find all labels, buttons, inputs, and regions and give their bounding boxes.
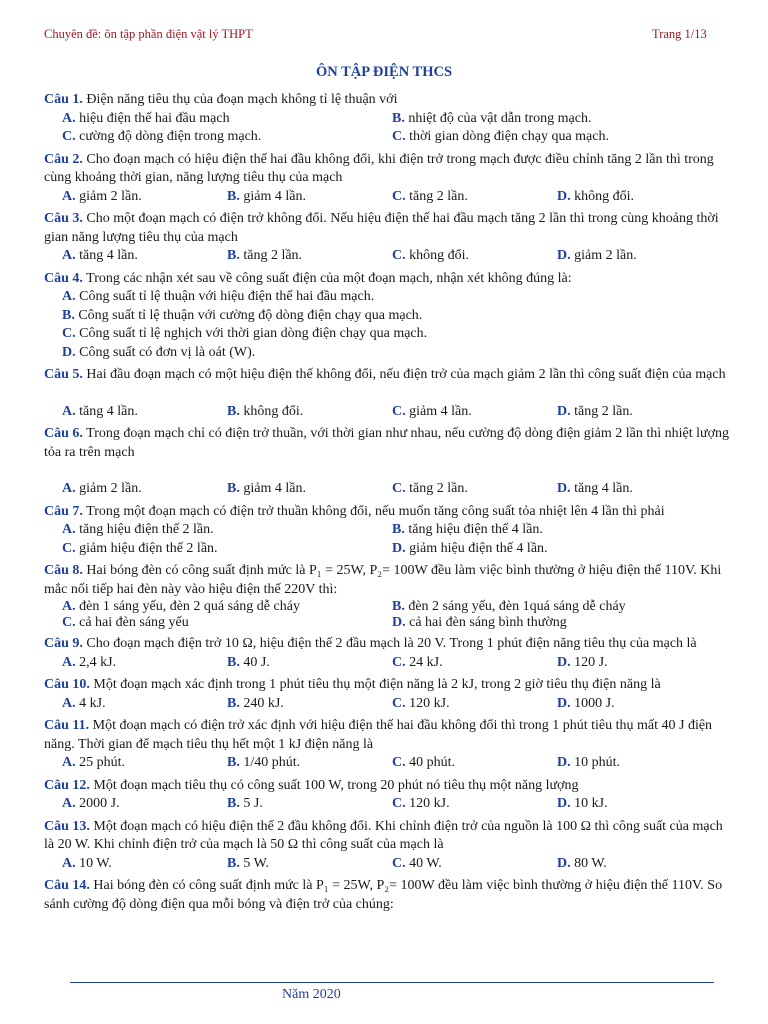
option-text: hiệu điện thế hai đầu mạch [79,110,230,126]
answer-option [392,521,722,540]
option-letter: D. [557,654,571,670]
option-letter: D. [392,615,406,630]
question-number: Câu 10. [44,677,90,692]
answer-option [557,695,722,714]
option-text: 1/40 phút. [243,755,301,770]
option-letter: D. [557,188,571,204]
option-text: tăng 4 lần. [574,481,633,496]
option-letter: D. [62,344,76,360]
answer-option [62,480,227,499]
option-text: 120 J. [574,654,608,670]
question-stem [44,270,734,289]
question-10 [44,676,734,713]
answer-option [557,480,722,499]
option-letter: A. [62,248,76,263]
option-letter: B. [227,796,240,811]
option-text: giảm 4 lần. [243,188,306,204]
answer-option [62,754,227,773]
option-letter: A. [62,188,76,204]
answer-option [392,855,557,874]
answer-option [227,403,392,422]
question-stem [44,676,734,695]
question-12 [44,777,734,814]
question-text: Trong một đoạn mạch có điện trở thuần không đổi, nếu muốn tăng công suất tỏa nhiệt lên 4 lần thì phải [86,503,665,519]
answer-option [62,288,732,307]
question-8 [44,562,734,631]
answer-options [44,480,734,499]
option-text: 240 kJ. [243,695,284,711]
answer-options [44,521,734,558]
question-text: Một đoạn mạch có điện trở xác định với hiệu điện thế hai đầu không đổi thì trong 1 phút tiêu thụ mất 40 J điện năng. Thời gian để mạch tiêu thụ hết một 1 kJ điện năng là [44,718,713,752]
question-number: Câu 1. [44,92,83,107]
answer-option [227,855,392,874]
option-letter: B. [227,654,240,670]
question-stem [44,210,734,247]
question-number: Câu 3. [44,211,83,226]
answer-option [62,654,227,673]
question-2 [44,151,734,207]
answer-options [44,795,734,814]
answer-option [557,247,722,266]
option-text: 1000 J. [574,695,615,711]
option-letter: C. [392,248,406,263]
option-text: tăng 2 lần. [409,481,468,496]
option-text: 40 W. [409,855,442,871]
question-stem [44,91,734,110]
answer-option [392,403,557,422]
answer-option [557,754,722,773]
option-letter: C. [392,403,406,419]
option-text: tăng 4 lần. [79,248,138,263]
answer-option [62,521,392,540]
option-text: giảm hiệu điện thế 2 lần. [79,540,218,556]
answer-option [62,795,227,814]
option-text: Công suất tỉ lệ thuận với hiệu điện thế hai đầu mạch. [79,289,375,304]
option-letter: A. [62,289,76,304]
option-letter: D. [557,755,571,770]
answer-options [44,403,734,422]
question-number: Câu 13. [44,818,90,834]
option-letter: A. [62,755,76,770]
answer-option [62,344,732,363]
answer-option [227,695,392,714]
answer-option [62,855,227,874]
answer-option [557,403,722,422]
question-text: Điện năng tiêu thụ của đoạn mạch không tỉ lệ thuận với [86,92,398,107]
option-text: cả hai đèn sáng yếu [79,615,189,630]
option-text: 2000 J. [79,796,120,811]
answer-options [44,855,734,874]
option-letter: C. [62,326,76,341]
option-text: đèn 2 sáng yếu, đèn 1quá sáng dễ cháy [408,599,626,614]
answer-option [227,188,392,207]
answer-option [227,654,392,673]
answer-options [44,695,734,714]
question-5 [44,366,734,421]
option-letter: A. [62,654,76,670]
question-number: Câu 12. [44,777,90,793]
option-text: 120 kJ. [409,695,450,711]
question-14 [44,877,734,914]
option-text: 5 J. [243,796,263,811]
answer-option [227,247,392,266]
answer-option [392,540,722,559]
answer-option [227,754,392,773]
question-stem [44,562,734,599]
question-stem [44,717,734,754]
option-text: nhiệt độ của vật dẫn trong mạch. [408,110,592,126]
question-text: Hai bóng đèn có công suất định mức là P₁ = 25W, P₂= 100W đều làm việc bình thường ở hiệu điện thế 110V. So sánh cường độ dòng điện qua mỗi bóng và điện trở của chúng: [44,878,723,912]
question-number: Câu 4. [44,270,83,286]
option-letter: D. [392,540,406,556]
option-letter: B. [227,855,240,871]
option-text: giảm 4 lần. [243,481,306,496]
option-letter: D. [557,695,571,711]
answer-option [62,188,227,207]
option-letter: D. [557,403,571,419]
option-letter: D. [557,796,571,811]
question-text: Một đoạn mạch tiêu thụ có công suất 100 W, trong 20 phút nó tiêu thụ một năng lượng [93,777,579,793]
question-3 [44,210,734,266]
option-letter: C. [392,855,406,871]
option-letter: C. [62,615,76,630]
option-letter: B. [227,481,240,496]
answer-option [557,654,722,673]
question-stem [44,635,734,654]
option-text: giảm 2 lần. [574,248,637,263]
option-text: 10 W. [79,855,112,871]
question-text: Trong đoạn mạch chỉ có điện trở thuần, với thời gian như nhau, nếu cường độ dòng điện giảm 2 lần thì nhiệt lượng tỏa ra trên mạch [44,426,730,460]
answer-option [392,599,722,615]
option-text: giảm 2 lần. [79,481,142,496]
option-text: Công suất có đơn vị là oát (W). [79,344,256,360]
option-letter: B. [227,188,240,204]
answer-options [44,247,734,266]
option-text: 10 kJ. [574,796,608,811]
answer-option [392,754,557,773]
answer-option [227,795,392,814]
option-letter: D. [557,481,571,496]
option-text: 24 kJ. [409,654,443,670]
question-text: Trong các nhận xét sau về công suất điện của một đoạn mạch, nhận xét không đúng là: [86,270,572,286]
answer-option [392,695,557,714]
question-6 [44,425,734,499]
option-letter: A. [62,599,76,614]
option-letter: A. [62,403,76,419]
option-letter: B. [227,403,240,419]
question-stem [44,425,734,462]
question-number: Câu 2. [44,151,83,167]
option-text: thời gian dòng điện chạy qua mạch. [409,129,609,144]
option-letter: D. [557,855,571,871]
answer-option [62,307,732,326]
question-stem [44,151,734,188]
question-text: Hai bóng đèn có công suất định mức là P₁ = 25W, P₂= 100W đều làm việc bình thường ở hiệu điện thế 110V. Khi mắc nối tiếp hai đèn này vào hiệu điện thế 220V thì: [44,563,722,597]
question-number: Câu 8. [44,563,83,578]
option-text: 4 kJ. [79,695,106,711]
footer-year: Năm 2020 [282,987,341,1002]
answer-option [557,188,722,207]
question-1 [44,91,734,147]
header-topic: Chuyên đề: ôn tập phần điện vật lý THPT [44,27,253,41]
question-text: Cho đoạn mạch có hiệu điện thế hai đầu không đổi, khi điện trở trong mạch được điều chỉnh tăng 2 lần thì trong cùng khoảng thời gian, năng lượng tiêu thụ của mạch [44,151,714,185]
option-letter: A. [62,110,76,126]
question-list [44,91,734,918]
question-7 [44,503,734,559]
option-letter: A. [62,855,76,871]
answer-options [44,599,734,631]
option-letter: B. [227,695,240,711]
option-letter: A. [62,796,76,811]
option-text: tăng 2 lần. [409,188,468,204]
option-letter: C. [392,481,406,496]
option-letter: C. [392,695,406,711]
option-text: giảm 4 lần. [409,403,472,419]
question-stem [44,503,734,522]
option-text: giảm 2 lần. [79,188,142,204]
answer-option [557,855,722,874]
option-text: 10 phút. [574,755,621,770]
option-letter: B. [227,248,240,263]
option-letter: A. [62,695,76,711]
option-letter: C. [62,129,76,144]
question-stem [44,366,734,385]
option-text: không đổi. [243,403,304,419]
option-letter: C. [392,129,406,144]
question-stem [44,818,734,855]
question-number: Câu 9. [44,636,83,651]
option-letter: C. [392,654,406,670]
question-9 [44,635,734,672]
option-letter: C. [62,540,76,556]
option-text: cường độ dòng điện trong mạch. [79,129,262,144]
answer-option [227,480,392,499]
option-text: tăng 2 lần. [243,248,303,263]
answer-option [62,325,732,344]
answer-options [44,110,734,147]
answer-option [62,615,392,631]
answer-option [62,540,392,559]
question-4 [44,270,734,363]
option-text: 2,4 kJ. [79,654,117,670]
question-text: Cho đoạn mạch điện trở 10 Ω, hiệu điện thế 2 đầu mạch là 20 V. Trong 1 phút điện năng tiêu thụ của mạch là [86,636,697,651]
option-text: không đổi. [409,248,470,263]
option-text: tăng hiệu điện thế 4 lần. [408,522,543,537]
option-text: 5 W. [243,855,270,871]
question-13 [44,818,734,874]
answer-options [44,654,734,673]
question-text: Một đoạn mạch có hiệu điện thế 2 đầu không đổi. Khi chỉnh điện trở của nguồn là 100 Ω thì công suất của mạch là 20 W. Khi chỉnh điện trở của mạch là 50 Ω thì công suất của mạch là [44,818,723,852]
option-text: Công suất tỉ lệ thuận với cường độ dòng điện chạy qua mạch. [78,307,423,323]
answer-option [62,403,227,422]
option-letter: A. [62,481,76,496]
option-text: cả hai đèn sáng bình thường [409,615,567,630]
page-title: ÔN TẬP ĐIỆN THCS [315,64,453,80]
answer-option [62,110,392,129]
answer-option [392,795,557,814]
option-text: không đổi. [574,188,635,204]
question-text: Cho một đoạn mạch có điện trở không đổi. Nếu hiệu điện thế hai đầu mạch tăng 2 lần thì trong cùng khoảng thời gian năng lượng tiêu thụ của mạch [44,211,719,245]
answer-option [392,188,557,207]
option-text: 40 phút. [409,755,456,770]
answer-option [62,695,227,714]
answer-option [557,795,722,814]
option-letter: D. [557,248,571,263]
question-number: Câu 5. [44,367,83,382]
option-text: tăng 4 lần. [79,403,138,419]
answer-option [392,247,557,266]
option-text: giảm hiệu điện thế 4 lần. [409,540,548,556]
option-text: tăng hiệu điện thế 2 lần. [79,522,214,537]
question-number: Câu 14. [44,878,90,893]
option-text: 40 J. [243,654,270,670]
footer-divider [70,982,714,983]
question-number: Câu 7. [44,503,83,519]
option-text: 80 W. [574,855,607,871]
question-stem [44,877,734,914]
answer-options [44,754,734,773]
option-text: tăng 2 lần. [574,403,633,419]
answer-options [44,188,734,207]
question-number: Câu 6. [44,426,83,441]
header-page-number: Trang 1/13 [652,27,707,41]
option-letter: B. [392,110,405,126]
option-letter: C. [392,188,406,204]
option-text: 120 kJ. [409,796,450,811]
option-letter: B. [62,307,75,323]
question-text: Một đoạn mạch xác định trong 1 phút tiêu thụ một điện năng là 2 kJ, trong 2 giờ tiêu thụ điện năng là [93,677,661,692]
option-text: 25 phút. [79,755,126,770]
option-text: Công suất tỉ lệ nghịch với thời gian dòng điện chạy qua mạch. [79,326,428,341]
option-text: đèn 1 sáng yếu, đèn 2 quá sáng dễ cháy [79,599,300,614]
answer-option [392,654,557,673]
answer-option [392,110,722,129]
answer-option [392,480,557,499]
answer-options [44,288,734,362]
answer-option [62,247,227,266]
question-text: Hai đầu đoạn mạch có một hiệu điện thế không đổi, nếu điện trở của mạch giảm 2 lần thì công suất điện của mạch [86,367,726,382]
question-number: Câu 11. [44,718,90,733]
question-11 [44,717,734,773]
answer-option [62,599,392,615]
answer-option [392,128,722,147]
option-letter: B. [392,599,405,614]
option-letter: C. [392,755,406,770]
question-stem [44,777,734,796]
answer-option [392,615,722,631]
option-letter: A. [62,522,76,537]
option-letter: C. [392,796,406,811]
option-letter: B. [392,522,405,537]
option-letter: B. [227,755,240,770]
answer-option [62,128,392,147]
